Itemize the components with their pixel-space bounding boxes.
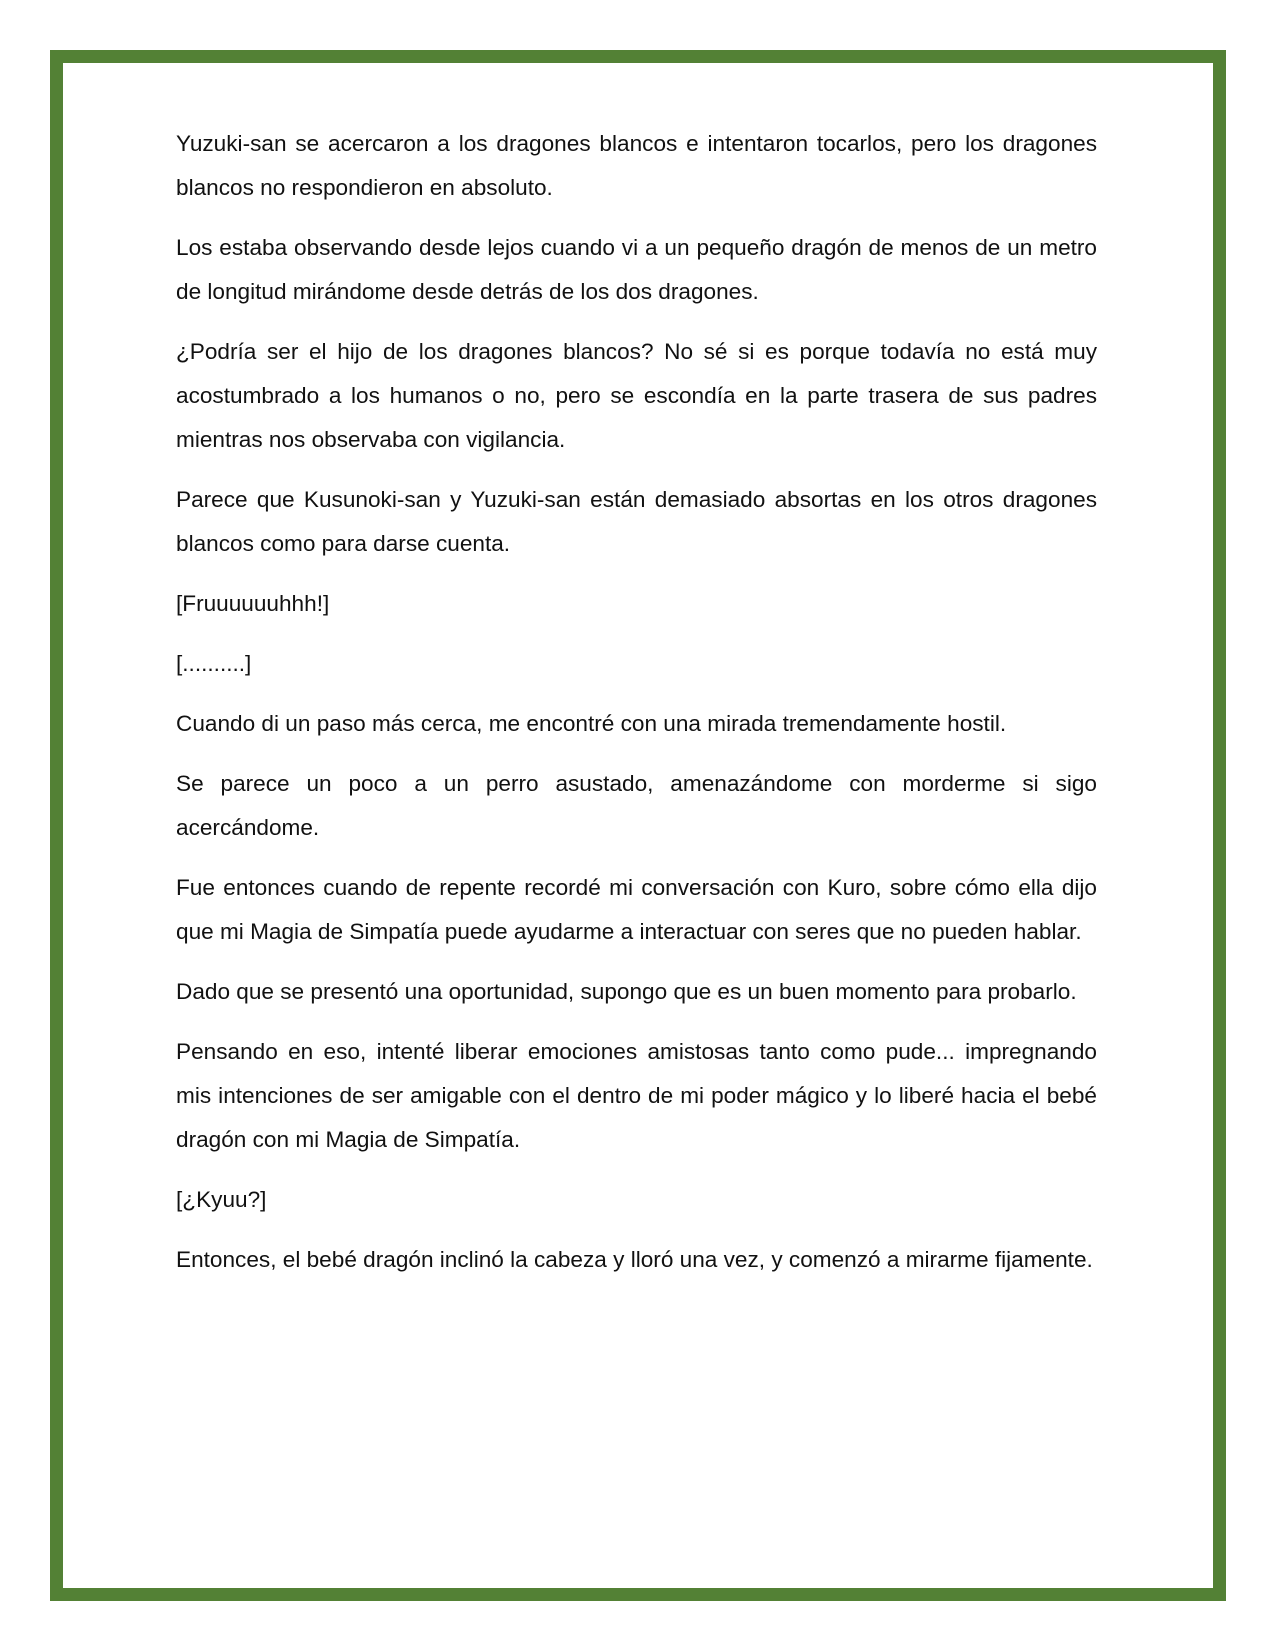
paragraph: [¿Kyuu?] — [176, 1187, 267, 1212]
paragraph: Cuando di un paso más cerca, me encontré con una mirada tremendamente hostil. — [176, 711, 1007, 736]
paragraph: Pensando en eso, intenté liberar emociones amistosas tanto como pude... impregnando mis intenciones de ser amigable con el dentro de mi poder mágico y lo liberé hacia el bebé dragón con mi Magia de Simpatía. — [176, 1039, 1097, 1152]
paragraph: Parece que Kusunoki-san y Yuzuki-san están demasiado absortas en los otros dragones blancos como para darse cuenta. — [176, 487, 1097, 556]
paragraph: ¿Podría ser el hijo de los dragones blancos? No sé si es porque todavía no está muy acostumbrado a los humanos o no, pero se escondía en la parte trasera de sus padres mientras nos observaba con vigilancia. — [176, 339, 1097, 452]
document-body — [176, 122, 1097, 1298]
paragraph: Los estaba observando desde lejos cuando vi a un pequeño dragón de menos de un metro de longitud mirándome desde detrás de los dos dragones. — [176, 235, 1097, 304]
paragraph: Dado que se presentó una oportunidad, supongo que es un buen momento para probarlo. — [176, 979, 1077, 1004]
paragraph: Se parece un poco a un perro asustado, amenazándome con morderme si sigo acercándome. — [176, 771, 1097, 840]
paragraph: Entonces, el bebé dragón inclinó la cabeza y lloró una vez, y comenzó a mirarme fijamente. — [176, 1247, 1093, 1272]
paragraph: [..........] — [176, 651, 252, 676]
paragraph: [Fruuuuuuhhh!] — [176, 591, 330, 616]
paragraph: Fue entonces cuando de repente recordé mi conversación con Kuro, sobre cómo ella dijo que mi Magia de Simpatía puede ayudarme a interactuar con seres que no pueden hablar. — [176, 875, 1097, 944]
paragraph: Yuzuki-san se acercaron a los dragones blancos e intentaron tocarlos, pero los dragones blancos no respondieron en absoluto. — [176, 131, 1097, 200]
